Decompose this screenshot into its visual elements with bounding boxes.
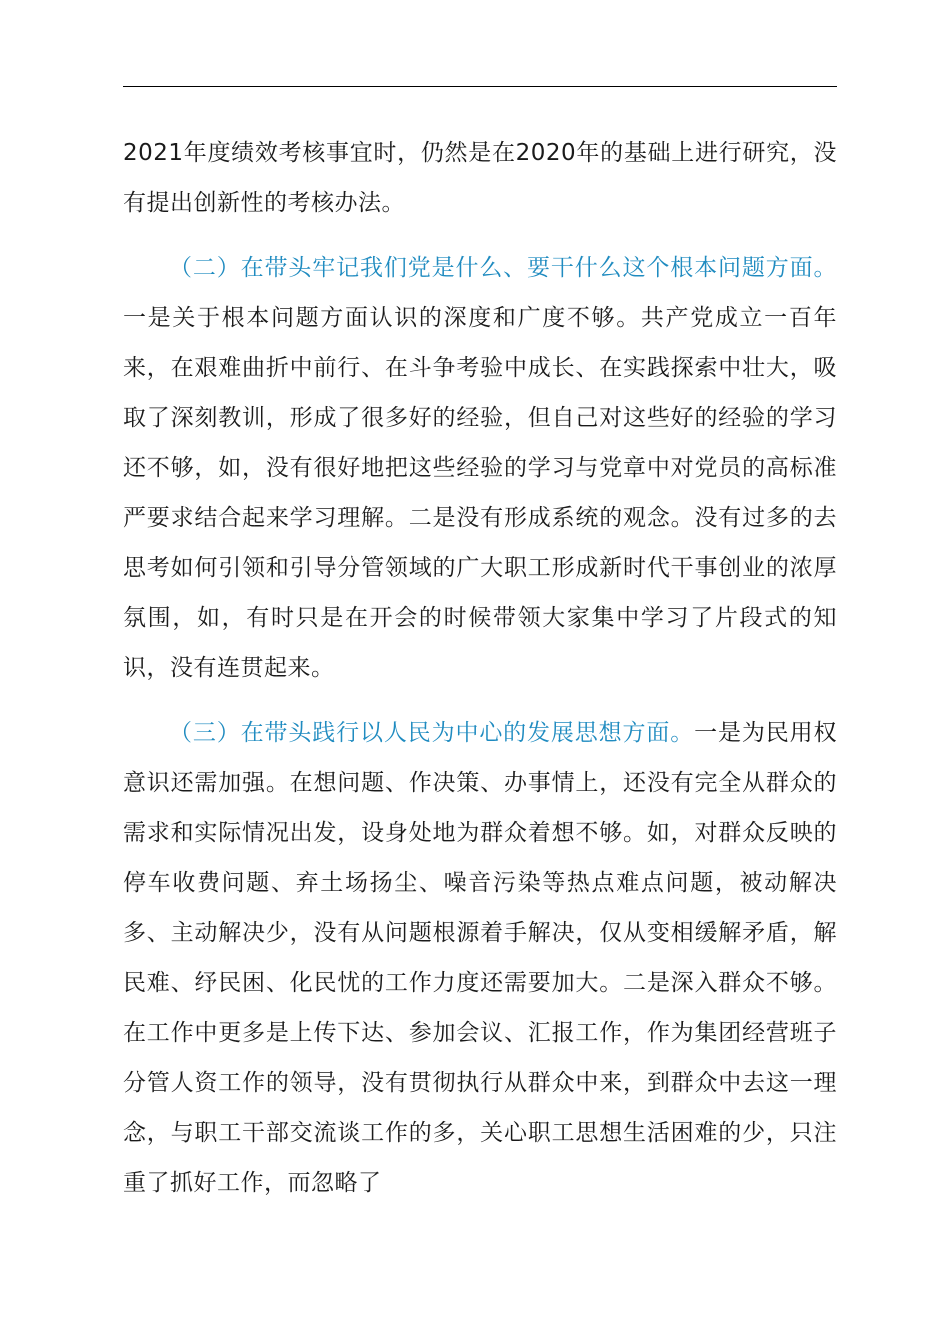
paragraph-section-three [123,708,837,1208]
paragraph-continuation [123,128,837,228]
section-heading: （二）在带头牢记我们党是什么、要干什么这个根本问题方面。 [169,255,837,281]
paragraph-text: 一是关于根本问题方面认识的深度和广度不够。共产党成立一百年来，在艰难曲折中前行、在斗争考验中成长、在实践探索中壮大，吸取了深刻教训，形成了很多好的经验，但自己对这些好的经验的学习还不够，如，没有很好地把这些经验的学习与党章中对党员的高标准严要求结合起来学习理解。二是没有形成系统的观念。没有过多的去思考如何引领和引导分管领域的广大职工形成新时代干事创业的浓厚氛围，如，有时只是在开会的时候带领大家集中学习了片段式的知识，没有连贯起来。 [123,305,837,681]
paragraph-text: 2021年度绩效考核事宜时，仍然是在2020年的基础上进行研究，没有提出创新性的考核办法。 [123,140,837,216]
paragraph-section-two [123,243,837,693]
paragraph-text: 一是为民用权意识还需加强。在想问题、作决策、办事情上，还没有完全从群众的需求和实际情况出发，设身处地为群众着想不够。如，对群众反映的停车收费问题、弃土场扬尘、噪音污染等热点难点问题，被动解决多、主动解决少，没有从问题根源着手解决，仅从变相缓解矛盾，解民难、纾民困、化民忧的工作力度还需要加大。二是深入群众不够。在工作中更多是上传下达、参加会议、汇报工作，作为集团经营班子分管人资工作的领导，没有贯彻执行从群众中来，到群众中去这一理念，与职工干部交流谈工作的多，关心职工思想生活困难的少，只注重了抓好工作，而忽略了 [123,720,838,1196]
document-body [123,128,837,1208]
header-rule [123,86,837,87]
section-heading: （三）在带头践行以人民为中心的发展思想方面。 [169,720,695,746]
